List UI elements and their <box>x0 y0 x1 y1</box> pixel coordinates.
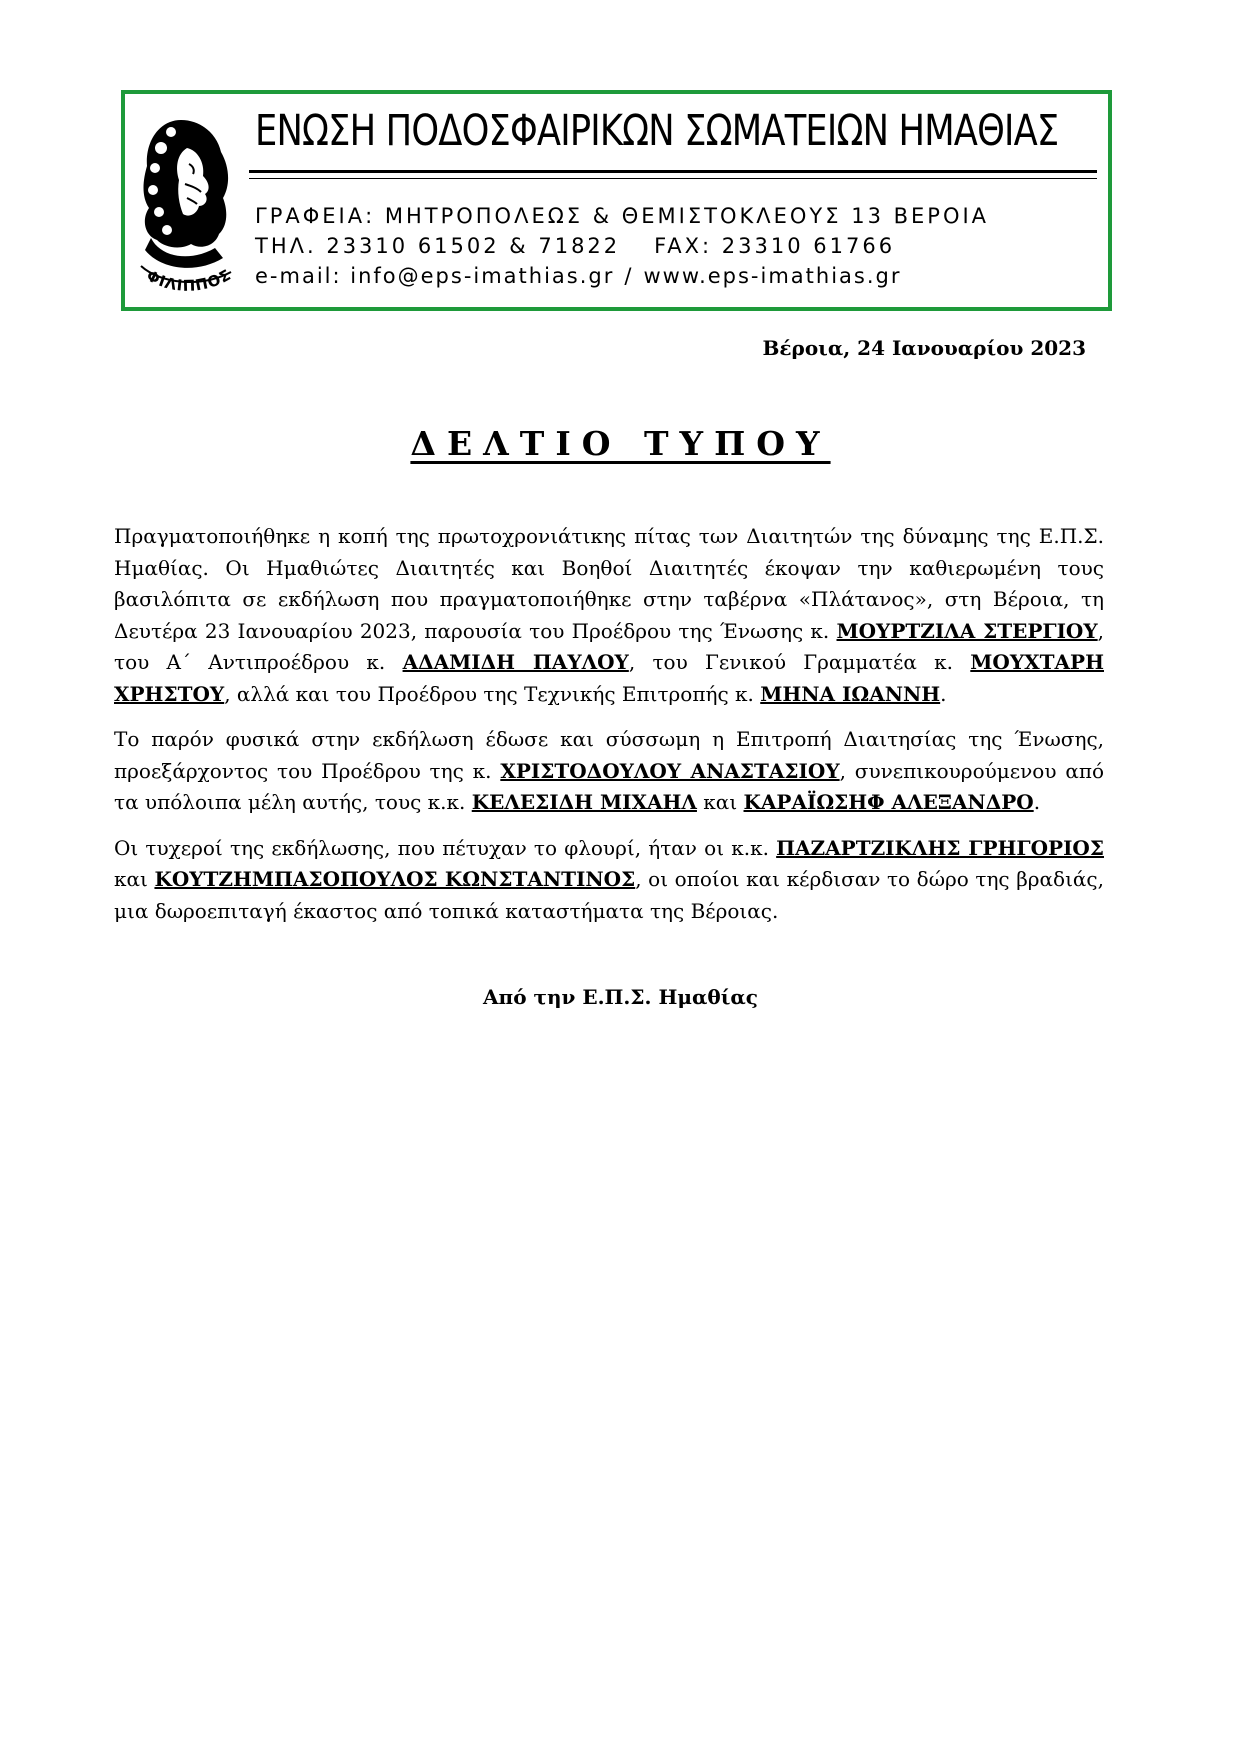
separator: / <box>624 264 634 288</box>
p2-text-2: , συνεπικουρούμενου από τα υπόλοιπα μέλη αυτής, τους κ.κ. <box>114 758 1105 814</box>
paragraph-3 <box>114 833 1104 928</box>
document-title: ΔΕΛΤΙΟ ΤΥΠΟΥ <box>410 424 831 463</box>
name-referee-committee-president: ΧΡΙΣΤΟΔΟΥΛΟΥ ΑΝΑΣΤΑΣΙΟΥ <box>500 758 840 783</box>
name-winner-2: ΚΟΥΤΖΗΜΠΑΣΟΠΟΥΛΟΣ ΚΩΝΣΤΑΝΤΙΝΟΣ <box>154 867 636 891</box>
name-general-secretary: ΜΟΥΧΤΑΡΗ ΧΡΗΣΤΟΥ <box>114 650 1104 706</box>
p3-text-2: και <box>114 867 155 891</box>
p1-text-4: , αλλά και του Προέδρου της Τεχνικής Επιτροπής κ. <box>224 681 761 706</box>
email-web-line <box>255 264 902 288</box>
paragraph-1 <box>114 521 1104 710</box>
header-rule-thin <box>249 178 1097 179</box>
name-vice-president: ΑΔΑΜΙΔΗ ΠΑΥΛΟΥ <box>402 650 629 674</box>
p1-text-1: Πραγματοποιήθηκε η κοπή της πρωτοχρονιάτικης πίτας των Διαιτητών της δύναμης της Ε.Π.Σ. Ημαθίας. Οι Ημαθιώτες Διαιτητές και Βοηθοί Διαιτητές έκοψαν την καθιερωμένη τους βασιλόπιτα σε εκδήλωση που πραγματοποιήθηκε στην ταβέρνα «Πλάτανος», στη Βέροια, τη Δευτέρα 23 Ιανουαρίου 2023, παρουσία του Προέδρου της Ένωσης κ. <box>114 524 1104 643</box>
p1-text-3: , του Γενικού Γραμματέα κ. <box>628 650 971 674</box>
p3-text-1: Οι τυχεροί της εκδήλωσης, που πέτυχαν το φλουρί, ήταν οι κ.κ. <box>114 835 777 860</box>
svg-text:ΦΙΛΙΠΠΟΣ <box>144 265 235 294</box>
letterhead <box>121 90 1112 311</box>
document-date: Βέροια, 24 Ιανουαρίου 2023 <box>762 336 1086 360</box>
website: www.eps-imathias.gr <box>643 264 902 288</box>
phone-numbers: ΤΗΛ. 23310 61502 & 71822 <box>255 234 621 258</box>
paragraph-2 <box>114 724 1104 819</box>
office-address: ΓΡΑΦΕΙΑ: ΜΗΤΡΟΠΟΛΕΩΣ & ΘΕΜΙΣΤΟΚΛΕΟΥΣ 13 ΒΕΡΟΙΑ <box>255 204 990 228</box>
p1-text-2: , του Α΄ Αντιπροέδρου κ. <box>114 618 1104 674</box>
name-member-2: ΚΑΡΑΪΩΣΗΦ ΑΛΕΞΑΝΔΡΟ <box>743 790 1034 814</box>
p2-text-1: Το παρόν φυσικά στην εκδήλωση έδωσε και σύσσωμη η Επιτροπή Διαιτησίας της Ένωσης, προεξάρχοντος του Προέδρου της κ. <box>114 727 1104 783</box>
p2-text-3: και <box>696 790 744 814</box>
logo-text: ΦΙΛΙΠΠΟΣ <box>143 265 235 295</box>
email-address: e-mail: info@eps-imathias.gr <box>255 264 615 288</box>
header-rule-thick <box>249 170 1097 173</box>
name-winner-1: ΠΑΖΑΡΤΖΙΚΛΗΣ ΓΡΗΓΟΡΙΟΣ <box>776 835 1104 860</box>
name-president: ΜΟΥΡΤΖΙΛΑ ΣΤΕΡΓΙΟΥ <box>836 618 1098 643</box>
name-technical-committee-president: ΜΗΝΑ ΙΩΑΝΝΗ <box>760 681 941 706</box>
signature: Από την Ε.Π.Σ. Ημαθίας <box>483 985 758 1009</box>
phone-fax-line <box>255 234 895 258</box>
p3-text-3: , οι οποίοι και κέρδισαν το δώρο της βραδιάς, μια δωροεπιταγή έκαστος από τοπικά καταστήματα της Βέροιας. <box>114 867 1104 923</box>
p1-text-5: . <box>940 681 947 706</box>
name-member-1: ΚΕΛΕΣΙΔΗ ΜΙΧΑΗΛ <box>471 790 697 814</box>
organization-name: ΕΝΩΣΗ ΠΟΔΟΣΦΑΙΡΙΚΩΝ ΣΩΜΑΤΕΙΩΝ ΗΜΑΘΙΑΣ <box>255 106 1059 156</box>
p2-text-4: . <box>1033 790 1041 814</box>
fax-number: FAX: 23310 61766 <box>654 234 896 258</box>
press-release-body <box>114 521 1104 941</box>
philippos-logo <box>131 108 243 296</box>
